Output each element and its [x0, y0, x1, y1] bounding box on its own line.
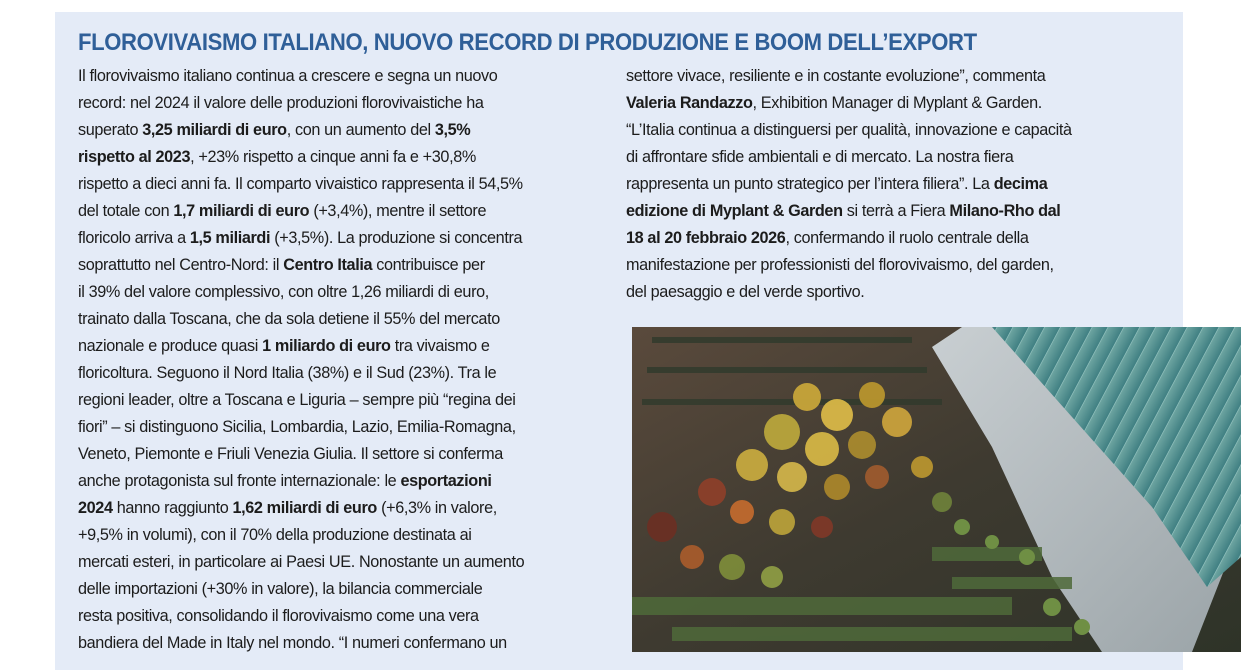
text-line [78, 62, 589, 89]
article-right-column [626, 62, 1156, 305]
bold-text: 18 al 20 febbraio 2026 [626, 228, 786, 247]
text-run: fiori” – si distinguono Sicilia, Lombardia, Lazio, Emilia-Romagna, [78, 417, 516, 436]
bold-text: Milano-Rho dal [949, 201, 1061, 220]
text-line [78, 494, 589, 521]
text-line [78, 521, 589, 548]
text-line [78, 89, 589, 116]
text-line [78, 143, 589, 170]
text-line [78, 602, 589, 629]
text-line [626, 143, 1132, 170]
text-line [626, 116, 1132, 143]
bold-text: decima [993, 174, 1048, 193]
text-run: mercati esteri, in particolare ai Paesi UE. Nonostante un aumento [78, 552, 525, 571]
text-run: rappresenta un punto strategico per l’intera filiera”. La [626, 174, 994, 193]
text-run: Il florovivaismo italiano continua a crescere e segna un nuovo [78, 66, 498, 85]
text-line [626, 62, 1132, 89]
text-run: del totale con [78, 201, 174, 220]
text-line [626, 224, 1132, 251]
text-line [626, 197, 1132, 224]
text-run: rispetto a dieci anni fa. Il comparto vivaistico rappresenta il 54,5% [78, 174, 523, 193]
bold-text: rispetto al 2023 [78, 147, 191, 166]
text-run: (+3,4%), mentre il settore [309, 201, 487, 220]
text-line [78, 251, 589, 278]
text-line [78, 305, 589, 332]
text-run: del paesaggio e del verde sportivo. [626, 282, 865, 301]
text-line [78, 413, 589, 440]
article-title: FLOROVIVAISMO ITALIANO, NUOVO RECORD DI PRODUZIONE E BOOM DELL’EXPORT [78, 29, 977, 56]
text-run: record: nel 2024 il valore delle produzioni florovivaistiche ha [78, 93, 484, 112]
text-run: (+3,5%). La produzione si concentra [270, 228, 523, 247]
bold-text: Centro Italia [283, 255, 373, 274]
text-run: soprattutto nel Centro-Nord: il [78, 255, 284, 274]
text-run: il 39% del valore complessivo, con oltre 1,26 miliardi di euro, [78, 282, 489, 301]
text-line [78, 548, 589, 575]
text-run: delle importazioni (+30% in valore), la bilancia commerciale [78, 579, 483, 598]
text-line [626, 278, 1132, 305]
text-run: , +23% rispetto a cinque anni fa e +30,8% [190, 147, 476, 166]
text-run: hanno raggiunto [112, 498, 233, 517]
text-run: di affrontare sfide ambientali e di mercato. La nostra fiera [626, 147, 1014, 166]
text-line [626, 170, 1132, 197]
text-run: nazionale e produce quasi [78, 336, 263, 355]
bold-text: Valeria Randazzo [626, 93, 753, 112]
text-run: bandiera del Made in Italy nel mondo. “I numeri confermano un [78, 633, 507, 652]
text-run: floricoltura. Seguono il Nord Italia (38%) e il Sud (23%). Tra le [78, 363, 497, 382]
text-line [78, 197, 589, 224]
article-left-column [78, 62, 613, 656]
text-line [78, 629, 589, 656]
text-run: trainato dalla Toscana, che da sola detiene il 55% del mercato [78, 309, 500, 328]
bold-text: 1,7 miliardi di euro [173, 201, 310, 220]
text-line [78, 359, 589, 386]
text-run: resta positiva, consolidando il florovivaismo come una vera [78, 606, 479, 625]
bold-text: esportazioni [400, 471, 492, 490]
text-line [626, 251, 1132, 278]
text-line [78, 278, 589, 305]
text-run: tra vivaismo e [390, 336, 490, 355]
bold-text: 1 miliardo di euro [262, 336, 391, 355]
text-line [78, 224, 589, 251]
bold-text: edizione di Myplant & Garden [626, 201, 843, 220]
text-run: settore vivace, resiliente e in costante evoluzione”, commenta [626, 66, 1046, 85]
text-line [626, 89, 1132, 116]
text-run: , Exhibition Manager di Myplant & Garden. [752, 93, 1042, 112]
text-run: superato [78, 120, 143, 139]
text-line [78, 116, 589, 143]
text-run: manifestazione per professionisti del florovivaismo, del garden, [626, 255, 1054, 274]
text-run: contribuisce per [372, 255, 485, 274]
text-run: +9,5% in volumi), con il 70% della produzione destinata ai [78, 525, 472, 544]
text-run: Veneto, Piemonte e Friuli Venezia Giulia. Il settore si conferma [78, 444, 503, 463]
text-line [78, 332, 589, 359]
bold-text: 3,5% [434, 120, 471, 139]
text-run: (+6,3% in valore, [376, 498, 497, 517]
text-run: si terrà a Fiera [842, 201, 950, 220]
text-run: , con un aumento del [286, 120, 435, 139]
bold-text: 1,5 miliardi [189, 228, 271, 247]
text-line [78, 386, 589, 413]
text-run: anche protagonista sul fronte internazionale: le [78, 471, 401, 490]
text-line [78, 467, 589, 494]
bold-text: 1,62 miliardi di euro [232, 498, 377, 517]
nursery-aerial-photo [632, 327, 1241, 652]
bold-text: 2024 [78, 498, 113, 517]
text-line [78, 575, 589, 602]
text-run: floricolo arriva a [78, 228, 190, 247]
text-run: regioni leader, oltre a Toscana e Liguria – sempre più “regina dei [78, 390, 516, 409]
bold-text: 3,25 miliardi di euro [142, 120, 287, 139]
text-run: “L’Italia continua a distinguersi per qualità, innovazione e capacità [626, 120, 1072, 139]
text-run: , confermando il ruolo centrale della [785, 228, 1029, 247]
text-line [78, 170, 589, 197]
text-line [78, 440, 589, 467]
